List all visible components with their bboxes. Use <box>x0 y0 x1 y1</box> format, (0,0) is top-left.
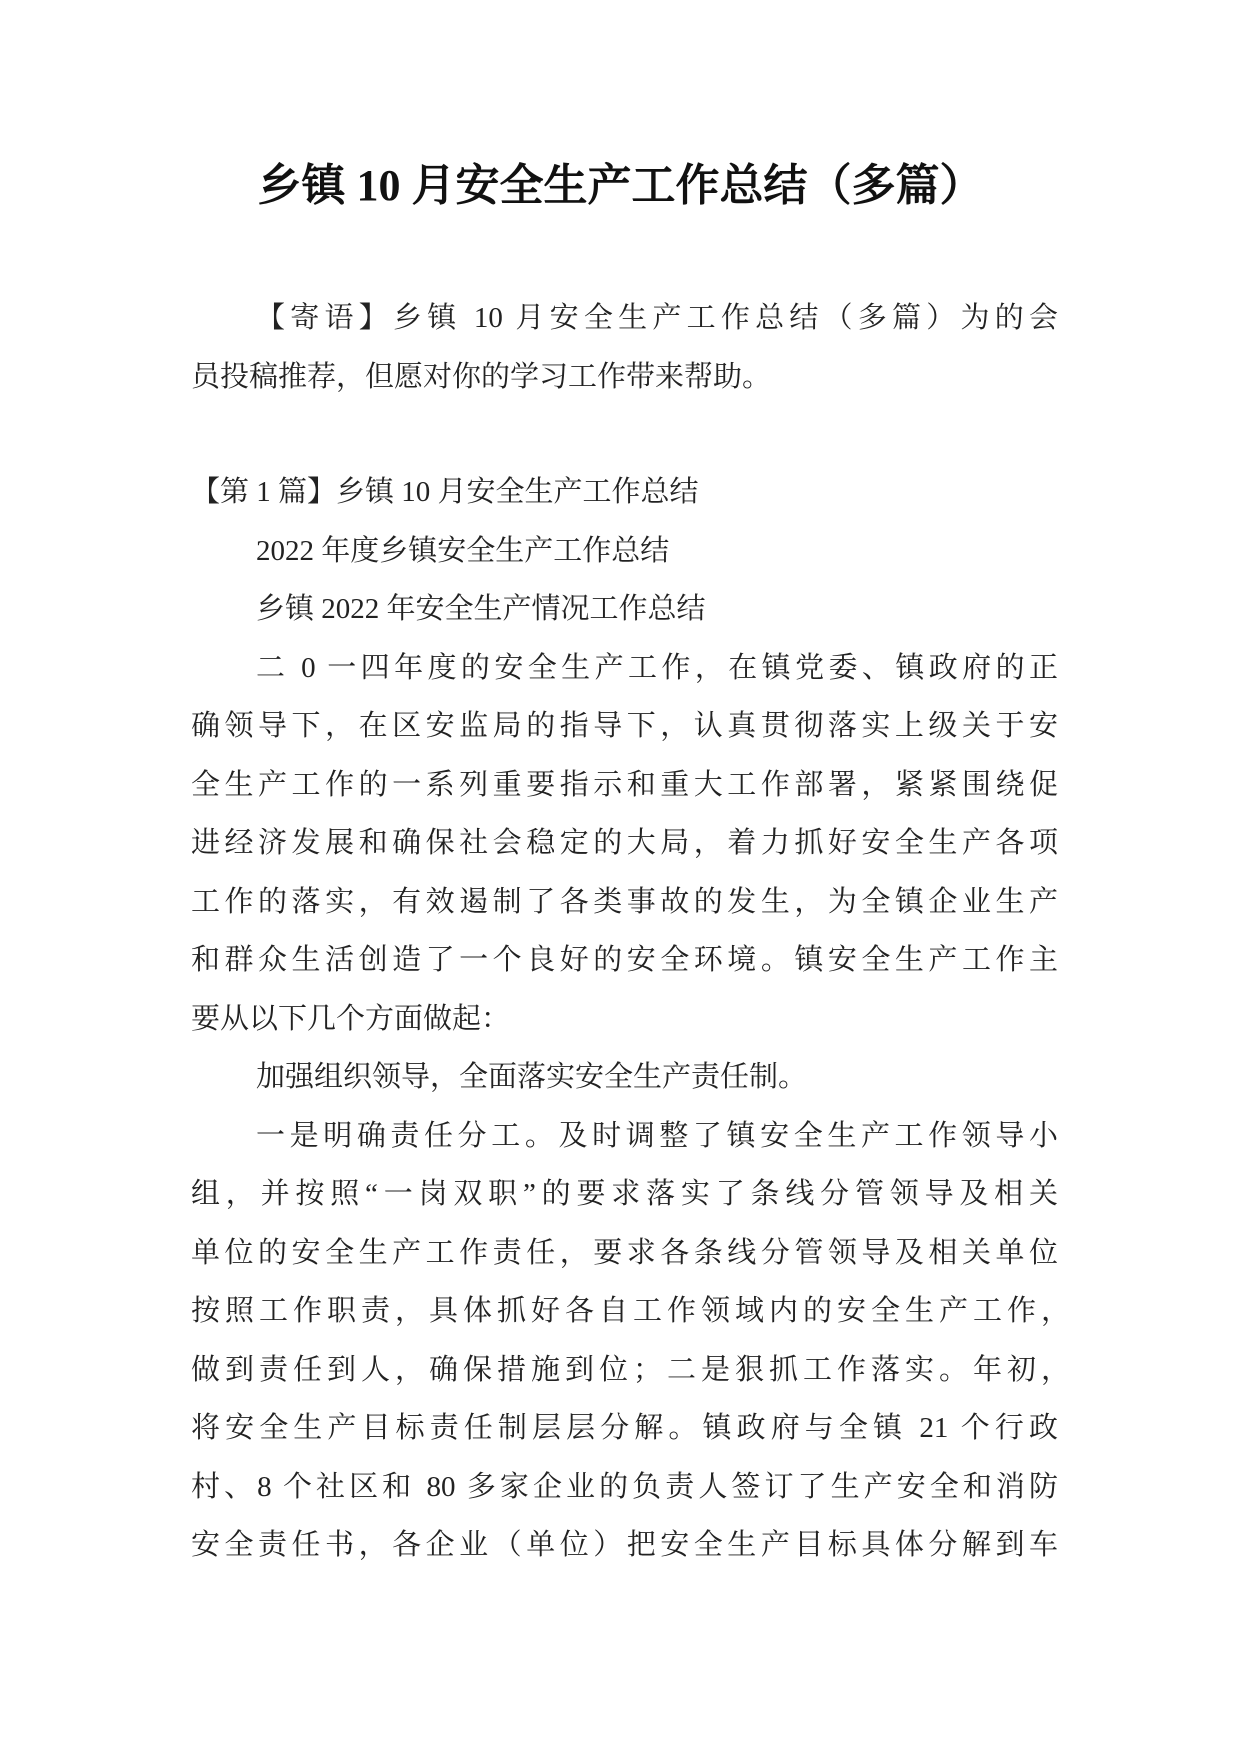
body-line: 进经济发展和确保社会稳定的大局，着力抓好安全生产各项 <box>191 827 1058 859</box>
body-line: 一是明确责任分工。及时调整了镇安全生产工作领导小 <box>256 1119 1058 1152</box>
body-paragraph <box>191 1107 1070 1575</box>
section-heading: 【第 1 篇】乡镇 10 月安全生产工作总结 <box>191 476 699 508</box>
body-line: 工作的落实，有效遏制了各类事故的发生，为全镇企业生产 <box>191 885 1058 918</box>
body-line: 做到责任到人，确保措施到位；二是狠抓工作落实。年初， <box>191 1353 1070 1386</box>
body-paragraph <box>191 639 1058 1049</box>
foreword-paragraph <box>191 289 1058 406</box>
body-line: 将安全生产目标责任制层层分解。镇政府与全镇 21 个行政 <box>191 1412 1058 1444</box>
body-line: 全生产工作的一系列重要指示和重大工作部署，紧紧围绕促 <box>191 768 1058 801</box>
body-paragraph <box>191 1048 1058 1107</box>
body-line: 要从以下几个方面做起： <box>191 1002 511 1035</box>
page-title: 乡镇 10 月安全生产工作总结（多篇） <box>257 161 984 210</box>
body-line: 确领导下，在区安监局的指导下，认真贯彻落实上级关于安 <box>191 710 1058 742</box>
section-subtitle: 2022 年度乡镇安全生产工作总结 <box>256 534 670 567</box>
body-line: 村、8 个社区和 80 多家企业的负责人签订了生产安全和消防 <box>191 1470 1058 1503</box>
section-1 <box>191 463 1070 1575</box>
body-line: 单位的安全生产工作责任，要求各条线分管领导及相关单位 <box>191 1236 1058 1269</box>
section-subtitle: 乡镇 2022 年安全生产情况工作总结 <box>256 593 706 625</box>
foreword-line: 员投稿推荐，但愿对你的学习工作带来帮助。 <box>191 360 772 393</box>
body-line: 按照工作职责，具体抓好各自工作领域内的安全生产工作， <box>191 1295 1070 1327</box>
body-line: 加强组织领导，全面落实安全生产责任制。 <box>256 1061 808 1093</box>
body-line: 二 0 一四年度的安全生产工作，在镇党委、镇政府的正 <box>256 651 1058 684</box>
body-line: 组，并按照“一岗双职”的要求落实了条线分管领导及相关 <box>191 1178 1058 1210</box>
body-line: 和群众生活创造了一个良好的安全环境。镇安全生产工作主 <box>191 944 1058 976</box>
foreword-line: 【寄语】乡镇 10 月安全生产工作总结（多篇）为的会 <box>256 302 1058 334</box>
body-line: 安全责任书，各企业（单位）把安全生产目标具体分解到车 <box>191 1529 1058 1561</box>
